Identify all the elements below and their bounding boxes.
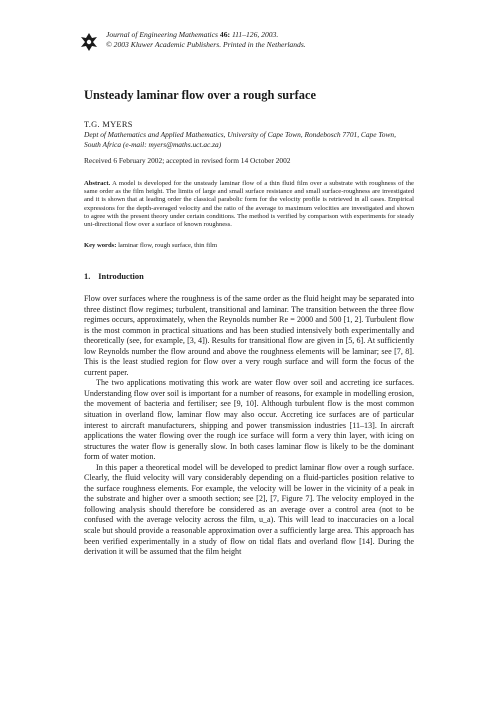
received-dates: Received 6 February 2002; accepted in revised form 14 October 2002 xyxy=(84,156,291,165)
journal-citation xyxy=(106,30,306,40)
section-number: 1. xyxy=(84,272,91,281)
keywords-label: Key words: xyxy=(84,242,117,249)
journal-pages: 111–126, 2003. xyxy=(231,30,279,39)
author-name: T.G. MYERS xyxy=(84,120,133,129)
section-title: Introduction xyxy=(98,272,144,281)
abstract xyxy=(84,180,414,229)
paragraph: Flow over surfaces where the roughness is of the same order as the fluid height may be separated into three distinct flow regimes; turbulent, transitional and laminar. The transition between the three flow regimes occurs, approximately, when the Reynolds number Re = 2000 and 500 [1, 2]. Turbulent flow is the most common in practical situations and has been studied intensively both experimentally and theoretically (see, for example, [3, 4]). Results for transitional flow are given in [5, 6]. At sufficiently low Reynolds number the flow around and above the roughness elements will be laminar; see [7, 8]. This is the least studied region for flow over a very rough surface and will form the focus of the current paper. xyxy=(84,294,414,377)
journal-name: Journal of Engineering Mathematics xyxy=(106,30,218,39)
body-text xyxy=(84,294,414,558)
journal-volume: 46: xyxy=(219,30,231,39)
paragraph: In this paper a theoretical model will be developed to predict laminar flow over a rough surface. Clearly, the fluid velocity will vary considerably depending on a fluid-particles position relative to the surface roughness elements. For example, the velocity will be lower in the vicinity of a peak in the substrate and higher over a smooth section; see [2], [7, Figure 7]. The velocity employed in the following analysis should therefore be considered as an average over a control area (not to be confused with the average velocity across the film, u_a). This will lead to inaccuracies on a local scale but should provide a reasonable approximation over a sufficiently large area. This approach has been verified experimentally in a study of flow on tidal flats and overland flow [14]. During the derivation it will be assumed that the film height xyxy=(84,462,414,557)
abstract-label: Abstract. xyxy=(84,180,111,187)
author-affiliation: Dept of Mathematics and Applied Mathematics, University of Cape Town, Rondebosch 7701, Cape Town, South Africa (e-mail: myers@maths.uct.ac.za) xyxy=(84,130,396,149)
paper-title: Unsteady laminar flow over a rough surface xyxy=(84,88,316,102)
paragraph: The two applications motivating this work are water flow over soil and accreting ice surfaces. Understanding flow over soil is important for a number of reasons, for example in modelling erosion, the movement of bacteria and fertiliser; see [9, 10]. Although turbulent flow is the most common situation in overland flow, laminar flow may also occur. Accreting ice surfaces are of particular interest to aircraft manufacturers, shipping and power transmission industries [11–13]. In aircraft applications the water flowing over the rough ice surface will form a very thin layer, with icing on structures the water flow is generally slow. In both cases laminar flow is likely to be the dominant form of water motion. xyxy=(84,378,414,462)
copyright-line: © 2003 Kluwer Academic Publishers. Printed in the Netherlands. xyxy=(106,40,306,49)
keywords-text: laminar flow, rough surface, thin film xyxy=(118,242,218,249)
section-heading xyxy=(84,272,144,281)
abstract-text: A model is developed for the unsteady laminar flow of a thin fluid film over a substrate with roughness of the same order as the film height. The limits of large and small surface resistance and small surface-roughness are investigated and it is shown that at leading order the classical parabolic form for the velocity profile is retrieved in all cases. Empirical expressions for the depth-averaged velocity and the ratio of the average to maximum velocities are investigated and shown to agree with the present theory under certain conditions. The method is verified by comparison with experiments for steady uni-directional flow over a surface of known roughness. xyxy=(84,180,414,229)
keywords xyxy=(84,242,217,249)
publisher-logo-icon xyxy=(80,32,98,52)
